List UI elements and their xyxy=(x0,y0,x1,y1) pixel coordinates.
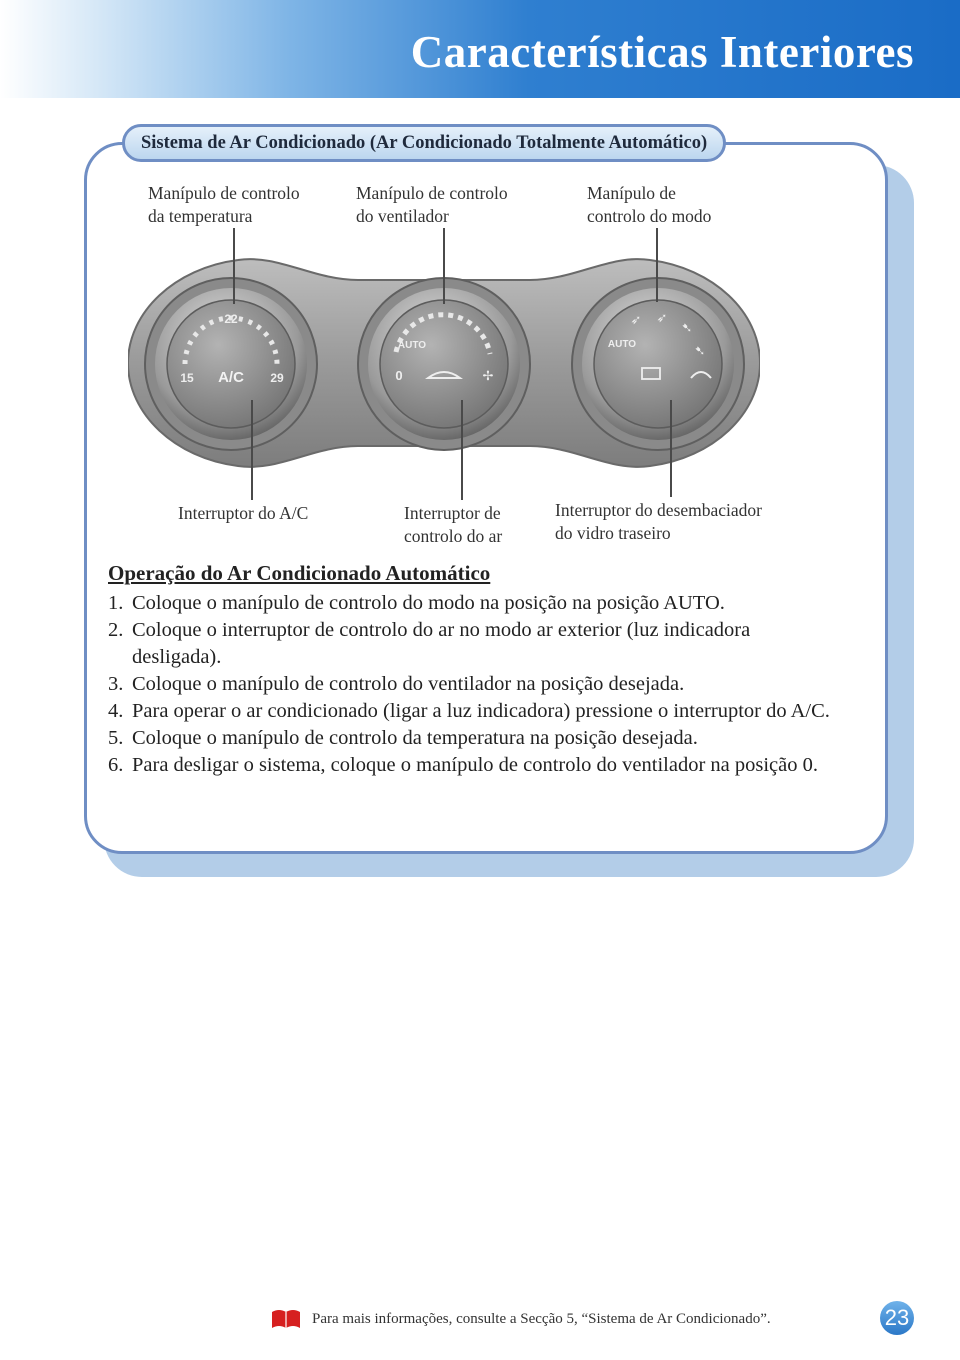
temp-mark-top: 22 xyxy=(224,312,238,326)
instruction-steps xyxy=(108,590,838,779)
temp-mark-left: 15 xyxy=(180,371,194,385)
temperature-knob xyxy=(145,278,317,450)
face-vent-icon: ➶ xyxy=(630,313,642,328)
fan-mark-auto: AUTO xyxy=(397,340,427,351)
callout-line-air-switch xyxy=(461,400,463,500)
book-icon xyxy=(270,1308,302,1330)
callout-fan-knob: Manípulo de controlo do ventilador xyxy=(356,183,508,226)
footer-note: Para mais informações, consulte a Secção 5, “Sistema de Ar Condicionado”. xyxy=(312,1310,771,1327)
callout-mode-knob: Manípulo de controlo do modo xyxy=(587,183,712,226)
page-title: Características Interiores xyxy=(410,27,914,77)
callout-defroster-switch: Interruptor do desembaciador do vidro traseiro xyxy=(555,500,763,543)
mode-mark-auto: AUTO xyxy=(607,339,637,350)
floor-defrost-icon: ➷ xyxy=(694,344,706,359)
footer-reference xyxy=(270,1308,771,1330)
fan-mark-zero: 0 xyxy=(395,368,403,383)
callout-line-fan-knob xyxy=(443,228,445,304)
callout-line-defroster-switch xyxy=(670,400,672,497)
callout-air-switch: Interruptor de controlo do ar xyxy=(404,503,503,546)
instruction-step: 2. Coloque o interruptor de controlo do ar no modo ar exterior (luz indicadora desligada). xyxy=(108,619,751,668)
mode-knob xyxy=(572,278,744,450)
instruction-step: 6. Para desligar o sistema, coloque o manípulo de controlo do ventilador na posição 0. xyxy=(108,754,819,776)
floor-vent-icon: ➷ xyxy=(681,321,693,336)
callout-temp-knob: Manípulo de controlo da temperatura xyxy=(148,183,300,226)
page-number: 23 xyxy=(880,1301,914,1335)
temp-mark-right: 29 xyxy=(270,371,284,385)
ac-switch-label: A/C xyxy=(218,369,244,386)
callout-line-temp-knob xyxy=(233,228,235,304)
instruction-step: 5. Coloque o manípulo de controlo da temperatura na posição desejada. xyxy=(108,727,698,749)
instructions-title: Operação do Ar Condicionado Automático xyxy=(108,561,491,585)
instruction-step: 4. Para operar o ar condicionado (ligar a luz indicadora) pressione o interruptor do A/C. xyxy=(108,700,830,722)
callout-line-mode-knob xyxy=(656,228,658,302)
page-header xyxy=(0,0,960,98)
callout-line-ac-switch xyxy=(251,400,253,500)
panel-tab-title: Sistema de Ar Condicionado (Ar Condicionado Totalmente Automático) xyxy=(122,124,726,162)
callout-ac-switch: Interruptor do A/C xyxy=(178,503,309,523)
fan-icon: ✢ xyxy=(482,369,494,384)
instruction-step: 1. Coloque o manípulo de controlo do modo na posição na posição AUTO. xyxy=(108,592,725,614)
bi-level-icon: ➶ xyxy=(656,311,668,326)
instruction-step: 3. Coloque o manípulo de controlo do ventilador na posição desejada. xyxy=(108,673,685,695)
